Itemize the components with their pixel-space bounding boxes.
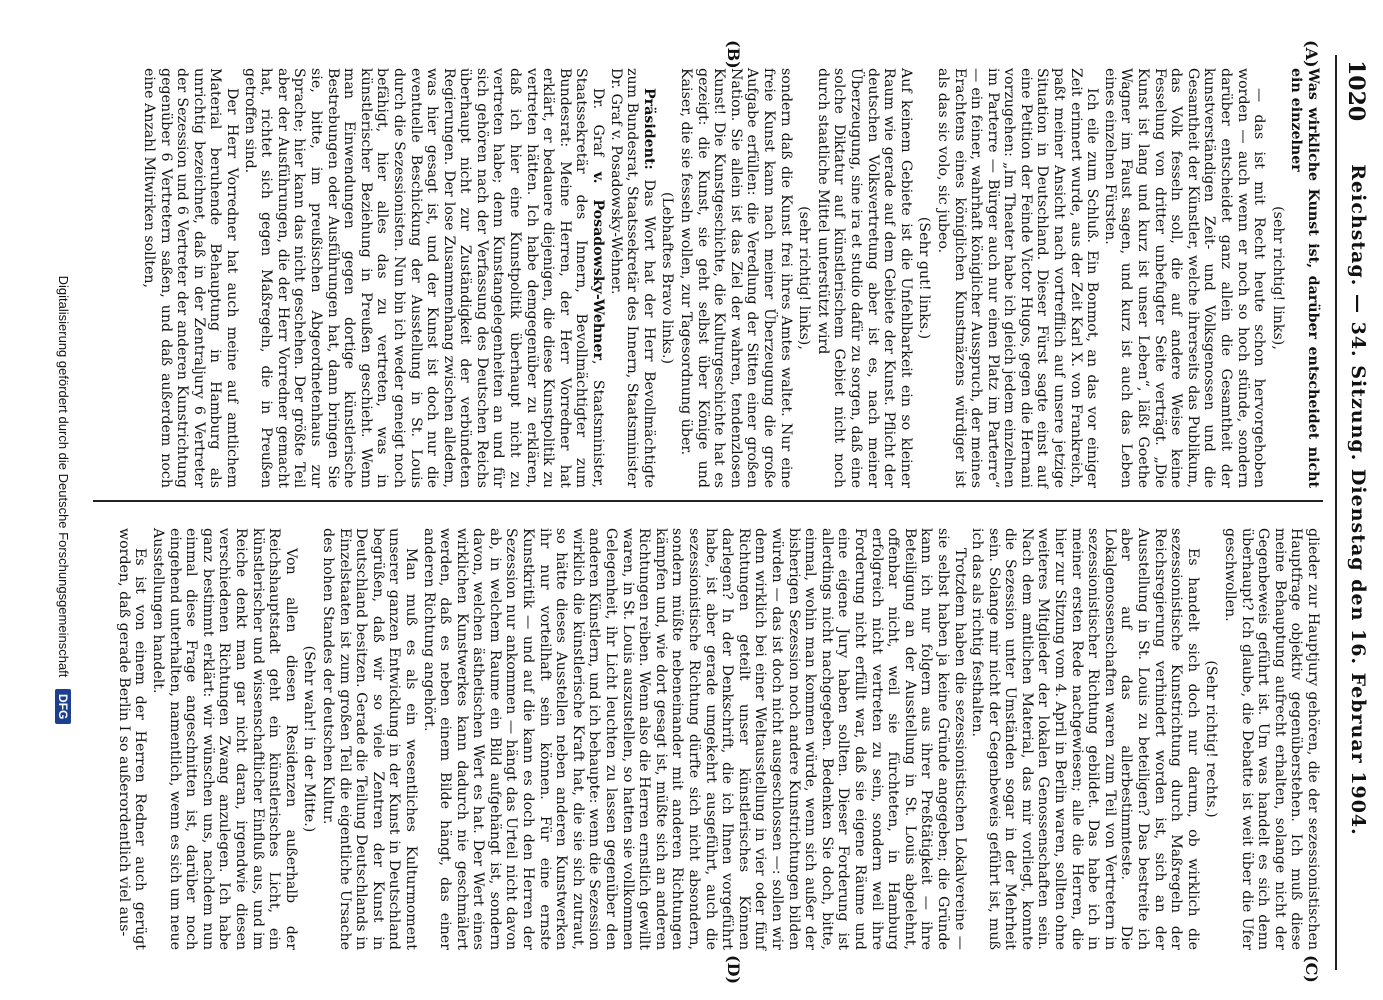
left-column-paragraph: (sehr richtig! links), [796, 206, 813, 350]
right-column-paragraph: Man muß es als ein wesentliches Kulturmoment unserer ganzen Entwicklung in der Kunst in Deutschland begrüßen, daß wir so viele Zentren der Kunst in Deutschland besitzen. Gerade die Teilung Deutschlands in Einzelstaaten ist zum großen Teil die eigentliche Ursache des hohen Standes der deutschen Kultur. [319, 528, 419, 950]
running-head: Reichstag. — 34. Sitzung. Dienstag den 16. Februar 1904. [1347, 164, 1369, 836]
left-column-paragraph: Der Herr Vorredner hat auch meine auf amtlichem Material beruhende Behauptung in Hamburg als unrichtig bezeichnet, daß in der Zentraljury 6 Vertreter der Sezession und 6 Vertreter der anderen Kunstrichtung gegenüber 6 Vertretern saßen, und daß außerdem noch eine Anzahl Mitwirken sollten, [141, 68, 240, 488]
page-number: 1020 [1343, 60, 1369, 122]
margin-marker-a: (A) [1302, 40, 1321, 68]
left-column-paragraph: Auf keinem Gebiete ist die Unfehlbarkeit ein so kleiner Raum wie gerade auf dem Gebiete der Kunst. Pflicht der deutschen Volksvertretung aber ist es, nach meiner Überzeugung, sine ira et studio dafür zu sorgen, daß eine solche Diktatur auf künstlerischem Gebiet nicht noch durch staatliche Mittel unterstützt wird [814, 68, 914, 488]
right-column-paragraph: Von allen diesen Residenzen außerhalb der Reichshauptstadt geht ein künstlerisches Licht, ein künstlerischer und wissenschaftlicher Einfluß aus, und im Reiche denkt man gar nicht daran, irgendwie diesen verschiedenen Richtungen Zwang anzulegen. Ich habe ganz bestimmt erklärt: wir wünschen uns, nachdem nun einmal diese Frage angeschnitten ist, darüber noch eingehend unterhalten, namentlich, wenn es sich um neue Ausstellungen handelt. [150, 528, 299, 950]
header-rule [1335, 55, 1337, 970]
margin-marker-c: (C) [1302, 955, 1321, 983]
footer-credit: Digitalisierung gefördert durch die Deutsche Forschungsgemeinschaft [56, 275, 71, 678]
left-column-paragraph: Dr. Graf v. Posadowsky-Wehner, Staatsminister, Staatssekretär des Innern, Bevollmächtigter zum Bundesrat: Meine Herren, der Herr Vorredner hat erklärt, er bedauere diejenigen, die diese Kunstpolitik zu vertreten hätten. Ich habe demgegenüber zu erklären, daß ich hier eine Kunstpolitik überhaupt nicht zu vertreten habe; denn Kunstangelegenheiten an und für sich gehören nach der Verfassung des Deutschen Reichs überhaupt nicht zur Zuständigkeit der verbündeten Regierungen. Der lose Zusammenhang zwischen alledem, was hier gesagt ist, und der Kunst ist doch nur die eventuelle Beschickung der Ausstellung in St. Louis durch die Sezessionisten. Nun bin ich weder geneigt noch befähigt, hier alles das zu vertreten, was in künstlerischer Beziehung in Preußen geschieht. Wenn man Einwendungen gegen dortige künstlerische Bestrebungen oder Ausführungen hat, dann bringen Sie sie, bitte, im preußischen Abgeordnetenhaus zur Sprache; hier kann das nicht geschehen. Der größte Teil aber der Ausführungen, die der Herr Vorredner gemacht hat, richtet sich gegen Maßregeln, die in Preußen getroffen sind. [241, 68, 607, 488]
left-column-paragraph: (sehr richtig! links), [1269, 206, 1286, 350]
right-column-paragraph: Es handelt sich doch nur darum, ob wirklich die sezessionistische Kunstrichtung durch Maßregeln der Reichsregierung verhindert worden ist, sich an der Ausstellung in St. Louis zu beteiligen? Das bestreite ich aber auf das allerbestimmteste. Die Lokalgenossenschaften waren zum Teil von Vertretern in sezessionistischer Richtung gebildet. Das habe ich in meiner ersten Rede nachgewiesen; alle die Herren, die hier zur Sitzung vom 4. April in Berlin waren, sollten ohne weiteres Mitglieder der lokalen Genossenschaften sein. Nach dem amtlichen Material, das mir vorliegt, konnte die Sezession unter Umständen sogar in der Mehrheit sein. Solange mir nicht der Gegenbeweis geführt ist, muß ich das als richtig festhalten. [969, 528, 1201, 950]
dfg-logo: DFG [55, 689, 71, 724]
right-column [114, 528, 1321, 950]
page-footer [31, 0, 71, 1000]
left-column-paragraph: (Sehr gut! links.) [916, 216, 933, 340]
right-column-paragraph: Es ist von einem der Herren Redner auch gerügt worden, daß gerade Berlin I so außerordentlich viel aus- [115, 528, 149, 950]
margin-marker-b: (B) [724, 40, 743, 69]
right-column-paragraph: Trotzdem haben die sezessionistischen Lokalvereine — sie selbst haben ja keine Gründe angegeben; die Gründe kann ich nur folgern aus ihrer Preßtätigkeit — ihre Beteiligung an der Ausstellung in St. Louis abgelehnt, offenbar nicht, weil sie fürchteten, in Hamburg erfolgreich nicht vertreten zu sein, sondern weil ihre Forderung nicht erfüllt war, daß sie eigene Räume und eine eigene Jury haben sollten. Dieser Forderung ist allerdings nicht nachgegeben. Bedenken Sie doch, bitte, einmal, wohin man kommen würde, wenn sich außer der bisherigen Sezession noch andere Kunstrichtungen bilden würden — das ist doch nicht ausgeschlossen —: sollen wir denn wirklich bei einer Weltausstellung in vier oder fünf Richtungen geteilt unser künstlerisches Können darlegen? In der Denkschrift, die ich Ihnen vorgeführt habe, ist aber gerade umgekehrt ausgeführt, auch die sezessionistische Richtung dürfte sich nicht absondern, sondern müßte nebeneinander mit anderen Richtungen kämpfen und, wie dort gesagt ist, müßte sich an anderen Richtungen reiben. Wenn also die Herren ernstlich gewillt waren, in St. Louis auszustellen, so hatten sie vollkommen Gelegenheit, ihr Licht leuchten zu lassen gegenüber den anderen Künstlern, und ich behaupte: wenn die Sezession wirklich die künstlerische Kraft hat, die sie sich zutraut, so hätte dieses Ausstellen neben anderen Kunstwerken ihr nur vorteilhaft sein können. Für eine ernste Kunstkritik — und auf die kann es doch den Herren der Sezession nur ankommen — hängt das Urteil nicht davon ab, in welchem Raume ein Bild aufgehängt ist, sondern davon, welchen ästhetischen Wert es hat. Der Wert eines wirklichen Kunstwerkes kann dadurch nie geschmälert werden, daß es neben einem Bilde hängt, das einer anderen Richtung angehört. [420, 528, 968, 950]
right-column-paragraph: glieder zur Hauptjury gehören, die der sezessionistischen Hauptfrage objektiv gegenüberstehen. Ich muß diese meine Behauptung aufrecht erhalten, solange nicht der Gegenbeweis geführt ist. Um was handelt es sich denn überhaupt? Ich glaube, die Debatte ist weit über die Ufer geschwollen. [1222, 528, 1321, 950]
left-column-paragraph: Was wirkliche Kunst ist, darüber entscheidet nicht ein einzelner [1288, 68, 1321, 488]
column-divider [93, 500, 1323, 502]
right-column-paragraph: (Sehr wahr! in der Mitte.) [301, 645, 318, 833]
page-header [1333, 0, 1383, 1000]
left-column-paragraph: — das ist mit Recht heute schon hervorgehoben worden — auch wenn er noch so hoch stünde, sondern darüber entscheidet ganz allein die Gesamtheit der kunstverständigen Zeit- und Volksgenossen und die Gesamtheit der Künstler, welche ihrerseits das Publikum, das Volk fesseln soll, die auf andere Weise keine Fesselung von dritter unbefugter Seite verträgt. „Die Kunst ist lang und kurz ist unser Leben“, läßt Goethe Wagner im Faust sagen, und kurz ist auch das Leben eines einzelnen Fürsten. [1101, 68, 1268, 488]
right-column-paragraph: (Sehr richtig! rechts.) [1203, 660, 1220, 818]
left-column-paragraph: Ich eile zum Schluß. Ein Bonmot, an das vor einiger Zeit erinnert wurde, aus der Zeit Karl X. von Frankreich, paßt meiner Ansicht nach vortrefflich auf unsere jetzige Situation in Deutschland. Dieser Fürst sagte einst auf eine Petition der Feinde Victor Hugos, gegen die Hernani vorzugehen: „Im Theater habe ich gleich jedem einzelnen im Parterre — Bürger auch nur einen Platz im Parterre“ — ein feiner, wahrhaft königlicher Ausspruch, der meines Erachtens eines königlichen Kunstmäzens würdiger ist als das sic volo, sic jubeo. [934, 68, 1101, 488]
left-column [139, 68, 1321, 488]
left-column-paragraph: Präsident: Das Wort hat der Herr Bevollmächtigte zum Bundesrat, Staatssekretär des Innern, Staatsminister Dr. Graf v. Posadowsky-Wehner. [607, 68, 657, 488]
left-column-paragraph: sondern daß die Kunst frei ihres Amtes waltet. Nur eine freie Kunst kann nach meiner Überzeugung die große Aufgabe erfüllen: die Veredlung der Sitten einer großen Nation. Sie allein ist das Ziel der wahren, tendenzlosen Kunst! Die Kunstgeschichte, die Kulturgeschichte hat es gezeigt: die Kunst, sie geht selbst über Könige und Kaiser, die sie fesseln wollen, zur Tagesordnung über. [678, 68, 794, 488]
margin-marker-d: (D) [724, 955, 743, 985]
left-column-paragraph: (Lebhaftes Bravo links.) [659, 191, 676, 365]
